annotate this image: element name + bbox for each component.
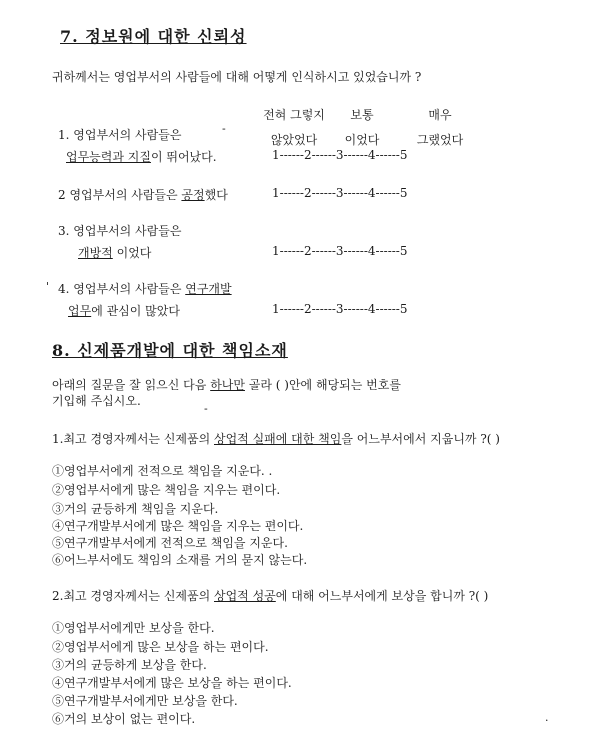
item-1-rest: 이 뛰어났다.: [150, 150, 217, 164]
item-1-scale[interactable]: 1------2------3------4------5: [272, 148, 408, 162]
q1-option-4[interactable]: ④연구개발부서에게 많은 책임을 지우는 편이다.: [52, 519, 304, 533]
q1-option-6[interactable]: ⑥어느부서에도 책임의 소재를 거의 묻지 않는다.: [52, 553, 308, 567]
item-1-line1: 1. 영업부서의 사람들은: [58, 128, 182, 142]
scale-header-mid: [326, 106, 398, 148]
section-8-intro-line2: 기입해 주십시오.: [52, 394, 141, 408]
item-2-scale[interactable]: 1------2------3------4------5: [272, 186, 408, 200]
intro-underlined: 하나만: [210, 378, 245, 392]
item-2-line1: [58, 186, 228, 203]
q1-post[interactable]: 을 어느부서에서 지웁니까 ?( ): [341, 432, 500, 446]
scale-header-low-top: 전혀 그렇지: [263, 108, 325, 122]
item-1-underlined: 업무능력과 지질: [66, 150, 151, 164]
item-4-scale[interactable]: 1------2------3------4------5: [272, 302, 408, 316]
section-7-heading: 7. 정보원에 대한 신뢰성: [60, 27, 247, 46]
q2-post[interactable]: 에 대해 어느부서에게 보상을 합니까 ?( ): [275, 589, 489, 603]
q1-underlined: 상업적 실패에 대한 책임: [214, 432, 342, 446]
item-3-scale[interactable]: 1------2------3------4------5: [272, 244, 408, 258]
intro-pre: 아래의 질문을 잘 읽으신 다음: [52, 378, 211, 392]
q2-option-3[interactable]: ③거의 균등하게 보상을 한다.: [52, 658, 207, 672]
item-4-line2: [68, 302, 180, 319]
scale-header-mid-top: 보통: [350, 108, 374, 122]
q2-option-5[interactable]: ⑤연구개발부서에게만 보상을 한다.: [52, 694, 238, 708]
intro-post: 골라 ( )안에 해당되는 번호를: [244, 378, 401, 392]
q2-option-2[interactable]: ②영업부서에게 많은 보상을 하는 편이다.: [52, 640, 269, 654]
scale-header-low-bottom: 않았었다: [270, 133, 318, 147]
q2-option-1[interactable]: ①영업부서에게만 보상을 한다.: [52, 621, 215, 635]
section-8-heading: 8. 신제품개발에 대한 책임소재: [52, 341, 288, 360]
scale-header-low: [258, 106, 330, 148]
q2-pre: 2.최고 경영자께서는 신제품의: [52, 589, 214, 603]
item-3-underlined: 개방적: [78, 246, 113, 260]
q2-underlined: 상업적 성공: [214, 589, 276, 603]
item-3-line2: [78, 244, 151, 261]
q1-option-5[interactable]: ⑤연구개발부서에게 전적으로 책임을 지운다.: [52, 536, 288, 550]
scale-header-high-top: 매우: [428, 108, 452, 122]
q1-option-3[interactable]: ③거의 균등하게 책임을 지운다.: [52, 502, 219, 516]
q2-option-6[interactable]: ⑥거의 보상이 없는 편이다.: [52, 712, 196, 726]
item-1-line2: [66, 148, 217, 165]
scale-header-mid-bottom: 이었다: [344, 133, 380, 147]
q2-option-4[interactable]: ④연구개발부서에게 많은 보상을 하는 편이다.: [52, 676, 292, 690]
item-2-underlined: 공정: [181, 188, 205, 202]
q1-option-1[interactable]: ①영업부서에게 전적으로 책임을 지운다. .: [52, 464, 273, 478]
scale-header-high-bottom: 그랬었다: [416, 133, 464, 147]
section-8-intro-line1: [52, 376, 401, 393]
question-1: [52, 430, 500, 447]
item-4-pre: 4. 영업부서의 사람들은: [58, 282, 186, 296]
section-7-intro: 귀하께서는 영업부서의 사람들에 대해 어떻게 인식하시고 있었습니까 ?: [52, 70, 422, 84]
item-2-pre: 2 영업부서의 사람들은: [58, 188, 182, 202]
scale-header-high: [400, 106, 480, 148]
item-4-line1: [58, 280, 232, 297]
item-2-post: 했다: [204, 188, 228, 202]
item-3-line1: 3. 영업부서의 사람들은: [58, 224, 182, 238]
q1-option-2[interactable]: ②영업부서에게 많은 책임을 지우는 편이다.: [52, 483, 281, 497]
item-4-rest: 에 관심이 많았다: [91, 304, 180, 318]
item-3-rest: 이었다: [112, 246, 152, 260]
item-4-underlined-2: 업무: [68, 304, 92, 318]
question-2: [52, 587, 488, 604]
q1-pre: 1.최고 경영자께서는 신제품의: [52, 432, 214, 446]
item-4-underlined: 연구개발: [185, 282, 232, 296]
